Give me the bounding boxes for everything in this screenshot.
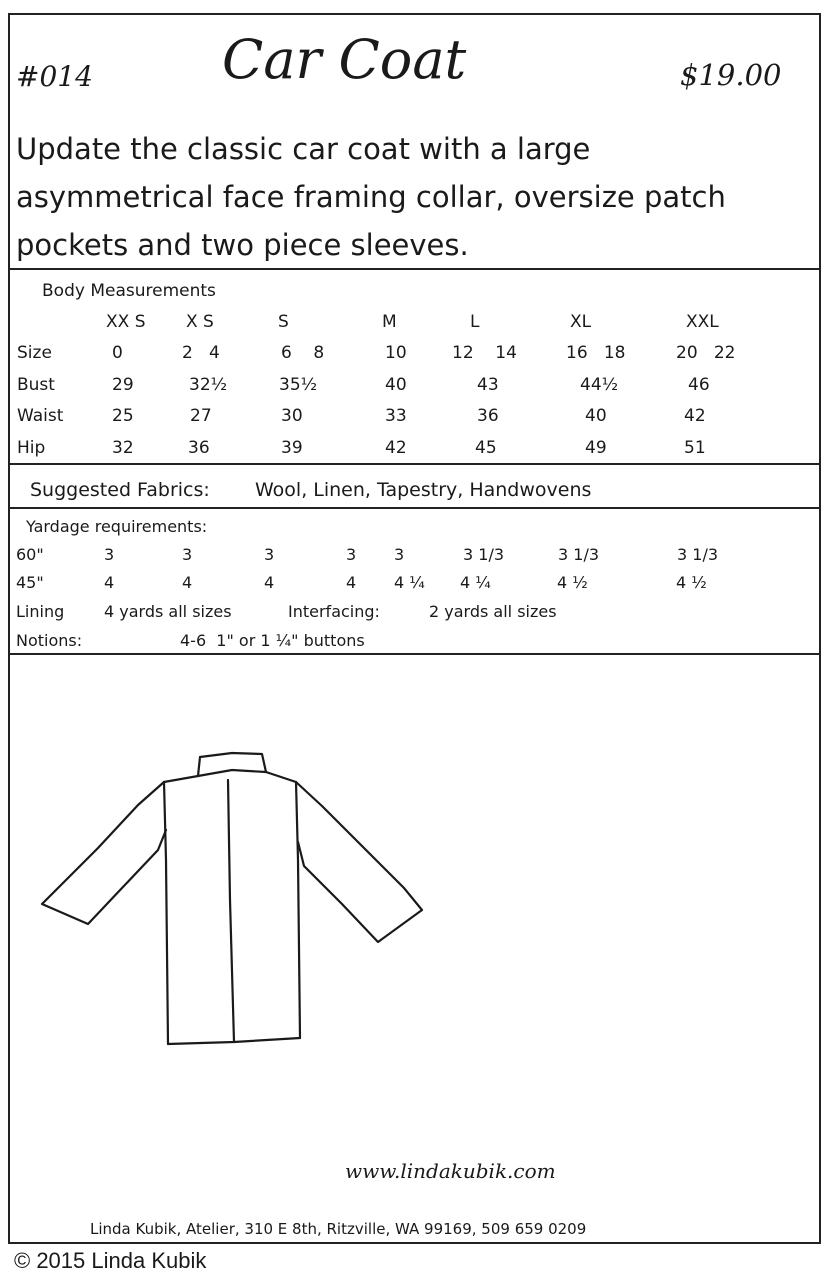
website: www.lindakubik.com <box>345 1159 556 1183</box>
table-cell: 39 <box>281 438 303 458</box>
table-cell: 3 <box>104 545 115 564</box>
table-cell: 4 <box>104 573 115 592</box>
copyright: © 2015 Linda Kubik <box>14 1248 207 1273</box>
table-cell: 4 ¼ <box>394 573 425 592</box>
table-cell: 30 <box>281 406 303 426</box>
table-cell: 42 <box>684 406 706 426</box>
description-line-2: asymmetrical face framing collar, oversize patch <box>16 180 726 214</box>
yardage-heading: Yardage requirements: <box>26 517 208 536</box>
row-label: 60" <box>16 545 44 564</box>
address: Linda Kubik, Atelier, 310 E 8th, Ritzville, WA 99169, 509 659 0209 <box>90 1220 587 1238</box>
table-cell: 36 <box>188 438 210 458</box>
row-label: 45" <box>16 573 44 592</box>
table-cell: 51 <box>684 438 706 458</box>
description-line-1: Update the classic car coat with a large <box>16 132 591 166</box>
table-cell: 4 ½ <box>676 573 707 592</box>
interfacing-label: Interfacing: <box>288 602 380 621</box>
table-cell: 3 <box>182 545 193 564</box>
table-cell: 12 14 <box>452 343 517 363</box>
left-sleeve <box>42 782 166 924</box>
table-cell: 4 <box>346 573 357 592</box>
table-cell: 43 <box>477 375 499 395</box>
table-cell: 46 <box>688 375 710 395</box>
page-title: Car Coat <box>222 28 467 91</box>
coat-left-side <box>164 782 168 1044</box>
description-line-3: pockets and two piece sleeves. <box>16 228 469 262</box>
front-opening <box>228 780 234 1042</box>
table-cell: 16 18 <box>566 343 626 363</box>
coat-right-side <box>296 782 300 1038</box>
fabrics-value: Wool, Linen, Tapestry, Handwovens <box>255 479 592 501</box>
pattern-number: #014 <box>16 60 93 93</box>
measurements-heading: Body Measurements <box>42 281 216 301</box>
table-cell: 29 <box>112 375 134 395</box>
size-header: XL <box>570 312 592 332</box>
fabrics-label: Suggested Fabrics: <box>30 479 210 501</box>
table-cell: 20 22 <box>676 343 736 363</box>
table-cell: 4 <box>182 573 193 592</box>
lining-value: 4 yards all sizes <box>104 602 232 621</box>
table-cell: 10 <box>385 343 407 363</box>
table-cell: 32 <box>112 438 134 458</box>
table-cell: 27 <box>190 406 212 426</box>
table-cell: 4 ¼ <box>460 573 491 592</box>
table-cell: 2 4 <box>182 343 220 363</box>
table-cell: 4 <box>264 573 275 592</box>
row-label: Size <box>17 343 52 363</box>
row-label: Bust <box>17 375 55 395</box>
table-cell: 3 <box>264 545 275 564</box>
table-cell: 42 <box>385 438 407 458</box>
row-label: Hip <box>17 438 46 458</box>
right-sleeve <box>296 782 422 942</box>
table-cell: 33 <box>385 406 407 426</box>
size-header: L <box>470 312 480 332</box>
notions-value: 4-6 1" or 1 ¼" buttons <box>180 631 365 650</box>
table-cell: 35½ <box>279 375 318 395</box>
table-cell: 0 <box>112 343 123 363</box>
collar-outline <box>198 753 266 776</box>
table-cell: 3 <box>346 545 357 564</box>
notions-label: Notions: <box>16 631 83 650</box>
size-header: M <box>382 312 397 332</box>
row-label: Waist <box>17 406 64 426</box>
price: $19.00 <box>680 58 782 92</box>
table-cell: 3 1/3 <box>463 545 505 564</box>
table-cell: 36 <box>477 406 499 426</box>
table-cell: 40 <box>385 375 407 395</box>
size-header: XXL <box>686 312 719 332</box>
table-cell: 4 ½ <box>557 573 588 592</box>
table-cell: 44½ <box>580 375 619 395</box>
table-cell: 45 <box>475 438 497 458</box>
table-cell: 3 1/3 <box>558 545 600 564</box>
size-header: S <box>278 312 289 332</box>
table-cell: 3 <box>394 545 405 564</box>
table-cell: 40 <box>585 406 607 426</box>
table-cell: 3 1/3 <box>677 545 719 564</box>
table-cell: 6 8 <box>281 343 325 363</box>
interfacing-value: 2 yards all sizes <box>429 602 557 621</box>
size-header: XX S <box>106 312 146 332</box>
lining-label: Lining <box>16 602 65 621</box>
table-cell: 49 <box>585 438 607 458</box>
table-cell: 32½ <box>189 375 228 395</box>
size-header: X S <box>186 312 214 332</box>
table-cell: 25 <box>112 406 134 426</box>
